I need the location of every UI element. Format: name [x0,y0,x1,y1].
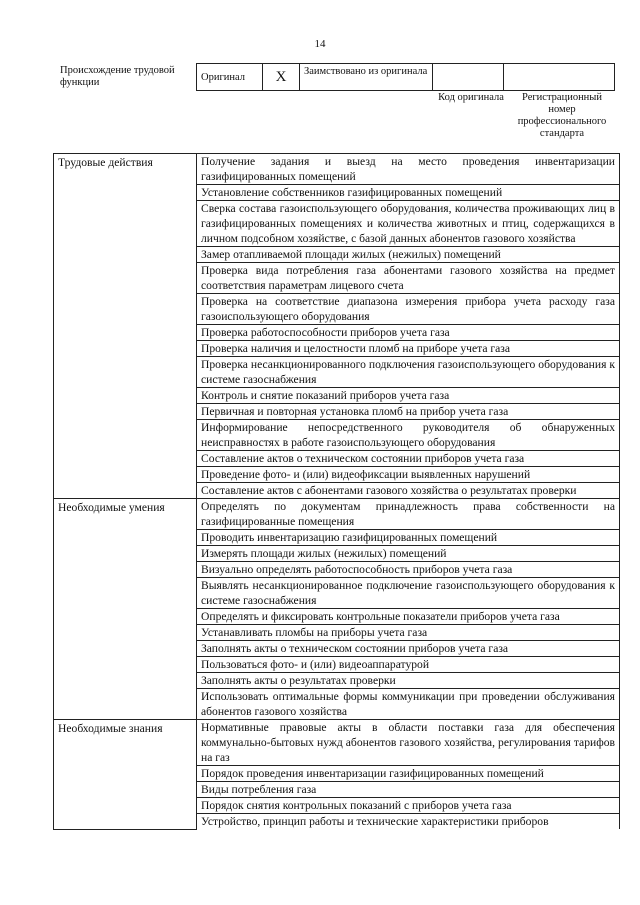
list-item: Информирование непосредственного руководителя об обнаруженных неисправностях в работе газоиспользующего оборудования [197,420,620,451]
list-item: Проверка работоспособности приборов учета газа [197,325,620,341]
list-item: Нормативные правовые акты в области поставки газа для обеспечения коммунально-бытовых нужд абонентов газового хозяйства, регулирования тарифов на газ [197,720,620,766]
original-mark: X [263,64,300,91]
list-item: Визуально определять работоспособность приборов учета газа [197,562,620,578]
borrowed-cell: Заимствовано из оригинала [300,64,433,91]
list-item: Составление актов с абонентами газового хозяйства о результатах проверки [197,483,620,499]
table-row [54,499,620,530]
list-item: Контроль и снятие показаний приборов учета газа [197,388,620,404]
list-item: Определять и фиксировать контрольные показатели приборов учета газа [197,609,620,625]
list-item: Определять по документам принадлежность права собственности на газифицированные помещения [197,499,620,530]
list-item: Получение задания и выезд на место проведения инвентаризации газифицированных помещений [197,154,620,185]
list-item: Пользоваться фото- и (или) видеоаппаратурой [197,657,620,673]
list-item: Проверка наличия и целостности пломб на приборе учета газа [197,341,620,357]
list-item: Порядок снятия контрольных показаний с приборов учета газа [197,798,620,814]
list-item: Замер отапливаемой площади жилых (нежилых) помещений [197,247,620,263]
section-labor-actions: Трудовые действия [54,154,197,499]
list-item: Проводить инвентаризацию газифицированных помещений [197,530,620,546]
list-item: Проведение фото- и (или) видеофиксации выявленных нарушений [197,467,620,483]
function-details-table [53,153,620,830]
section-required-knowledge: Необходимые знания [54,720,197,830]
list-item: Сверка состава газоиспользующего оборудования, количества проживающих лиц в газифицированных помещениях и количества животных и птиц, содержащихся в личном подсобном хозяйстве, с базой данных абонентов газового хозяйства [197,201,620,247]
page-number: 14 [314,38,326,50]
list-item: Проверка несанкционированного подключения газоиспользующего оборудования к системе газоснабжения [197,357,620,388]
list-item: Проверка на соответствие диапазона измерения прибора учета расходу газа газоиспользующего оборудования [197,294,620,325]
origin-label: Происхождение трудовой функции [60,65,175,88]
origin-table [196,63,615,91]
table-row [54,154,620,185]
list-item: Устанавливать пломбы на приборы учета газа [197,625,620,641]
list-item: Первичная и повторная установка пломб на прибор учета газа [197,404,620,420]
reg-number-caption: Регистрационный номер профессионального стандарта [517,92,607,139]
list-item: Измерять площади жилых (нежилых) помещений [197,546,620,562]
original-cell: Оригинал [197,64,263,91]
list-item: Проверка вида потребления газа абонентами газового хозяйства на предмет соответствия параметрам лицевого счета [197,263,620,294]
list-item: Составление актов о техническом состоянии приборов учета газа [197,451,620,467]
list-item: Виды потребления газа [197,782,620,798]
reg-number-cell [504,64,615,91]
list-item: Выявлять несанкционированное подключение газоиспользующего оборудования к системе газоснабжения [197,578,620,609]
original-code-cell [433,64,504,91]
list-item: Использовать оптимальные формы коммуникации при проведении обслуживания абонентов газового хозяйства [197,689,620,720]
list-item: Заполнять акты о техническом состоянии приборов учета газа [197,641,620,657]
list-item: Устройство, принцип работы и технические характеристики приборов [197,814,620,830]
list-item: Установление собственников газифицированных помещений [197,185,620,201]
code-caption: Код оригинала [438,92,504,103]
section-required-skills: Необходимые умения [54,499,197,720]
table-row [54,720,620,766]
list-item: Порядок проведения инвентаризации газифицированных помещений [197,766,620,782]
list-item: Заполнять акты о результатах проверки [197,673,620,689]
